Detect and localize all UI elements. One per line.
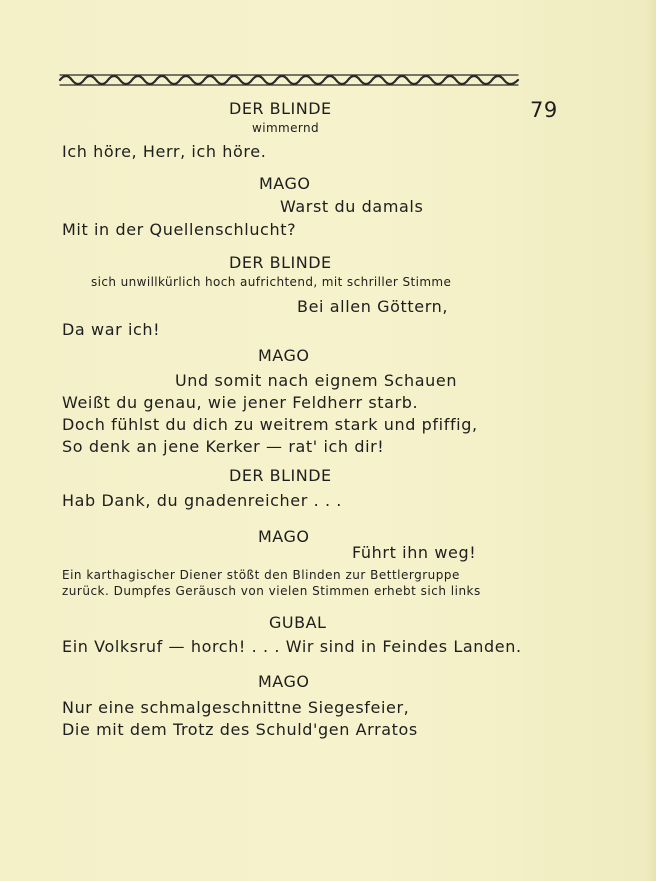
verse-line: So denk an jene Kerker — rat' ich dir! (62, 437, 385, 456)
stage-direction: wimmernd (252, 121, 320, 135)
speaker-name: MAGO (258, 527, 310, 546)
verse-line: Ich höre, Herr, ich höre. (62, 142, 267, 161)
stage-direction: sich unwillkürlich hoch aufrichtend, mit schriller Stimme (91, 275, 452, 289)
verse-line: Mit in der Quellenschlucht? (62, 220, 297, 239)
speaker-name: MAGO (259, 174, 311, 193)
verse-line: Hab Dank, du gnadenreicher . . . (62, 491, 342, 510)
verse-line: Da war ich! (62, 320, 161, 339)
verse-line: Die mit dem Trotz des Schuld'gen Arratos (62, 720, 418, 739)
speaker-name: DER BLINDE (229, 466, 332, 485)
verse-line: Und somit nach eignem Schauen (175, 371, 458, 390)
verse-line: Führt ihn weg! (352, 543, 477, 562)
verse-line: Weißt du genau, wie jener Feldherr starb. (62, 393, 419, 412)
page-edge-shadow (646, 0, 656, 881)
speaker-name: GUBAL (269, 613, 327, 632)
speaker-name: MAGO (258, 672, 310, 691)
page-number: 79 (530, 98, 558, 122)
verse-line: Ein Volksruf — horch! . . . Wir sind in Feindes Landen. (62, 637, 522, 656)
speaker-name: MAGO (258, 346, 310, 365)
stage-direction: zurück. Dumpfes Geräusch von vielen Stimmen erhebt sich links (62, 584, 481, 598)
verse-line: Warst du damals (280, 197, 424, 216)
stage-direction: Ein karthagischer Diener stößt den Blinden zur Bettlergruppe (62, 568, 460, 582)
verse-line: Bei allen Göttern, (297, 297, 449, 316)
speaker-name: DER BLINDE (229, 99, 332, 118)
decorative-scroll-border-icon (58, 70, 520, 90)
verse-line: Nur eine schmalgeschnittne Siegesfeier, (62, 698, 410, 717)
speaker-name: DER BLINDE (229, 253, 332, 272)
verse-line: Doch fühlst du dich zu weitrem stark und pfiffig, (62, 415, 478, 434)
